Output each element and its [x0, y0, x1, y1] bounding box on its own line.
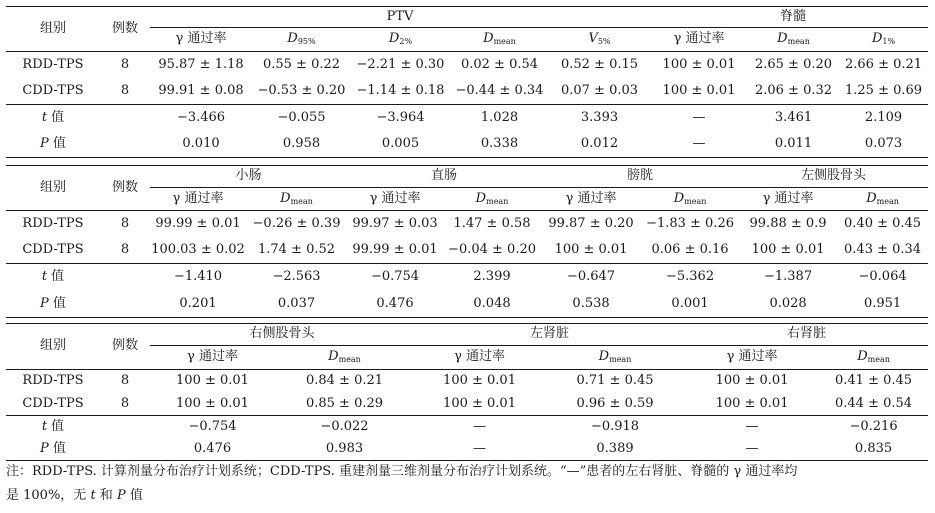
- header-ptv: PTV: [150, 7, 650, 28]
- subheader-gamma: γ 通过率: [673, 31, 725, 47]
- cell: 99.87 ± 0.20: [548, 216, 634, 232]
- cell: 0.40 ± 0.45: [844, 216, 922, 232]
- cell: 99.99 ± 0.01: [352, 242, 438, 258]
- cell: —: [692, 136, 706, 152]
- subheader-dmean: $D_{mean}$: [857, 349, 890, 365]
- cell: 0.048: [473, 295, 511, 311]
- cell: 100 ± 0.01: [443, 395, 516, 411]
- cell: —: [745, 419, 759, 435]
- header-rectum: 直肠: [347, 166, 541, 188]
- cell: −0.04 ± 0.20: [448, 242, 536, 258]
- cell: −0.064: [858, 269, 907, 285]
- cell: 100 ± 0.01: [554, 242, 628, 258]
- cell: 0.835: [854, 441, 893, 457]
- cell: 0.001: [671, 295, 709, 311]
- cell: −5.362: [665, 269, 715, 285]
- table-ptv-spine: [6, 6, 928, 158]
- cell: 0.476: [376, 295, 414, 311]
- table-organs-1: [6, 165, 928, 318]
- cell: 0.02 ± 0.54: [460, 57, 539, 73]
- cell: 0.010: [182, 136, 220, 152]
- cell: 0.476: [193, 441, 232, 457]
- cell: 0.55 ± 0.22: [262, 57, 341, 73]
- p-value-label: P 值: [40, 136, 66, 152]
- row-label: RDD-TPS: [22, 216, 84, 232]
- cell: 0.012: [580, 136, 619, 152]
- cell: −1.14 ± 0.18: [356, 83, 445, 99]
- subheader-gamma: γ 通过率: [726, 349, 778, 365]
- cell: 0.958: [282, 136, 321, 152]
- cell: 100 ± 0.01: [176, 395, 249, 411]
- cell: 0.44 ± 0.54: [835, 395, 913, 411]
- cell: 0.951: [863, 295, 902, 311]
- subheader-dmean: $D_{mean}$: [280, 190, 313, 206]
- cell: −0.754: [188, 419, 237, 435]
- cell: 0.037: [277, 295, 316, 311]
- cell: 2.399: [473, 269, 511, 285]
- header-right-femoral-head: 右侧股骨头: [150, 324, 414, 346]
- footnote-line-2: 是 100%，无 t 和 P 值: [6, 488, 143, 503]
- row-count: 8: [120, 216, 130, 232]
- subheader-gamma: γ 通过率: [172, 190, 224, 206]
- subheader-d2: $D_{2\%}$: [388, 31, 413, 47]
- cell: 2.06 ± 0.32: [754, 83, 833, 99]
- row-count: 8: [120, 83, 130, 99]
- cell: 0.538: [572, 295, 610, 311]
- cell: −0.26 ± 0.39: [252, 216, 341, 232]
- cell: −2.563: [272, 269, 321, 285]
- cell: −0.53 ± 0.20: [257, 83, 346, 99]
- cell: −2.21 ± 0.30: [356, 57, 445, 73]
- cell: −1.410: [173, 269, 223, 285]
- subheader-gamma: γ 通过率: [187, 349, 238, 365]
- p-value-label: P 值: [40, 441, 66, 457]
- subheader-dmean: $D_{mean}$: [328, 349, 361, 365]
- subheader-gamma: γ 通过率: [454, 349, 505, 365]
- cell: −1.387: [763, 269, 813, 285]
- row-label: CDD-TPS: [22, 242, 84, 258]
- header-bladder: 膀胱: [541, 166, 739, 188]
- subheader-d1: $D_{1\%}$: [871, 31, 896, 47]
- cell: 99.88 ± 0.9: [749, 216, 827, 232]
- row-label: RDD-TPS: [22, 57, 84, 73]
- p-value-label: P 值: [40, 295, 66, 311]
- subheader-dmean: $D_{mean}$: [777, 31, 810, 47]
- cell: 99.91 ± 0.08: [158, 83, 244, 99]
- cell: −0.216: [849, 419, 898, 435]
- cell: 100 ± 0.01: [715, 395, 789, 411]
- cell: 2.66 ± 0.21: [845, 57, 923, 73]
- cell: −0.022: [320, 419, 369, 435]
- cell: 99.97 ± 0.03: [352, 216, 438, 232]
- header-group: 组别: [39, 338, 66, 354]
- row-label: CDD-TPS: [22, 395, 84, 411]
- cell: 100 ± 0.01: [751, 242, 825, 258]
- cell: —: [692, 110, 706, 126]
- cell: 0.96 ± 0.59: [576, 395, 654, 411]
- subheader-dmean: $D_{mean}$: [866, 190, 899, 206]
- cell: 0.983: [325, 441, 364, 457]
- cell: 95.87 ± 1.18: [158, 57, 244, 73]
- cell: 2.109: [864, 110, 903, 126]
- cell: −1.83 ± 0.26: [646, 216, 735, 232]
- row-label: CDD-TPS: [22, 83, 84, 99]
- cell: −0.647: [566, 269, 616, 285]
- subheader-dmean: $D_{mean}$: [598, 349, 632, 365]
- subheader-d95: $D_{95\%}$: [287, 31, 316, 47]
- t-value-label: t 值: [41, 110, 65, 126]
- cell: —: [473, 441, 487, 457]
- cell: 100 ± 0.01: [715, 373, 789, 389]
- cell: 2.65 ± 0.20: [754, 57, 833, 73]
- cell: 0.43 ± 0.34: [844, 242, 922, 258]
- row-label: RDD-TPS: [22, 373, 84, 389]
- cell: 100 ± 0.01: [662, 57, 736, 73]
- cell: −0.055: [277, 110, 326, 126]
- header-count: 例数: [111, 179, 138, 195]
- cell: 0.41 ± 0.45: [835, 373, 913, 389]
- cell: 0.71 ± 0.45: [576, 373, 654, 389]
- cell: −3.964: [376, 110, 425, 126]
- t-value-label: t 值: [41, 269, 65, 285]
- cell: —: [473, 419, 487, 435]
- subheader-gamma: γ 通过率: [565, 190, 617, 206]
- cell: 0.011: [774, 136, 813, 152]
- header-spine: 脊髓: [650, 7, 928, 28]
- cell: 1.47 ± 0.58: [453, 216, 531, 232]
- cell: 100 ± 0.01: [443, 373, 516, 389]
- row-count: 8: [120, 57, 130, 73]
- cell: 0.85 ± 0.29: [305, 395, 384, 411]
- cell: −0.754: [370, 269, 420, 285]
- header-left-kidney: 左肾脏: [414, 324, 685, 346]
- cell: 100.03 ± 0.02: [151, 242, 245, 258]
- cell: 0.028: [769, 295, 807, 311]
- cell: 0.073: [864, 136, 903, 152]
- cell: 1.028: [480, 110, 519, 126]
- header-count: 例数: [111, 20, 138, 36]
- cell: 0.52 ± 0.15: [560, 57, 639, 73]
- cell: −0.918: [590, 419, 640, 435]
- cell: 1.74 ± 0.52: [257, 242, 336, 258]
- t-value-label: t 值: [41, 419, 65, 435]
- cell: −3.466: [176, 110, 226, 126]
- cell: −0.44 ± 0.34: [455, 83, 544, 99]
- subheader-dmean: $D_{mean}$: [475, 190, 509, 206]
- cell: 0.84 ± 0.21: [305, 373, 384, 389]
- subheader-dmean: $D_{mean}$: [673, 190, 707, 206]
- table-footnote: [6, 460, 928, 508]
- cell: 100 ± 0.01: [176, 373, 249, 389]
- footnote-line-1: 注：RDD-TPS. 计算剂量分布治疗计划系统；CDD-TPS. 重建剂量三维剂量分布治疗计划系统。“—”患者的左右肾脏、脊髓的 γ 通过率均: [6, 464, 798, 479]
- cell: 3.393: [580, 110, 619, 126]
- cell: 0.201: [179, 295, 217, 311]
- cell: —: [745, 441, 759, 457]
- table-organs-2: [6, 323, 928, 461]
- subheader-gamma: γ 通过率: [762, 190, 814, 206]
- row-count: 8: [120, 373, 130, 389]
- subheader-gamma: γ 通过率: [369, 190, 421, 206]
- header-count: 例数: [111, 338, 138, 354]
- subheader-dmean: $D_{mean}$: [483, 31, 516, 47]
- subheader-v5: $V_{5\%}$: [588, 31, 611, 47]
- cell: 3.461: [774, 110, 813, 126]
- cell: 1.25 ± 0.69: [845, 83, 923, 99]
- row-count: 8: [120, 395, 130, 411]
- header-small-intestine: 小肠: [150, 166, 347, 188]
- header-right-kidney: 右肾脏: [685, 324, 928, 346]
- cell: 99.99 ± 0.01: [155, 216, 241, 232]
- header-group: 组别: [39, 179, 66, 195]
- cell: 0.06 ± 0.16: [651, 242, 729, 258]
- cell: 0.389: [596, 441, 634, 457]
- cell: 0.338: [480, 136, 519, 152]
- header-left-femoral-head: 左侧股骨头: [739, 166, 928, 188]
- row-count: 8: [120, 242, 130, 258]
- cell: 0.005: [381, 136, 420, 152]
- subheader-gamma: γ 通过率: [175, 31, 227, 47]
- cell: 100 ± 0.01: [662, 83, 736, 99]
- header-group: 组别: [39, 20, 66, 36]
- cell: 0.07 ± 0.03: [560, 83, 639, 99]
